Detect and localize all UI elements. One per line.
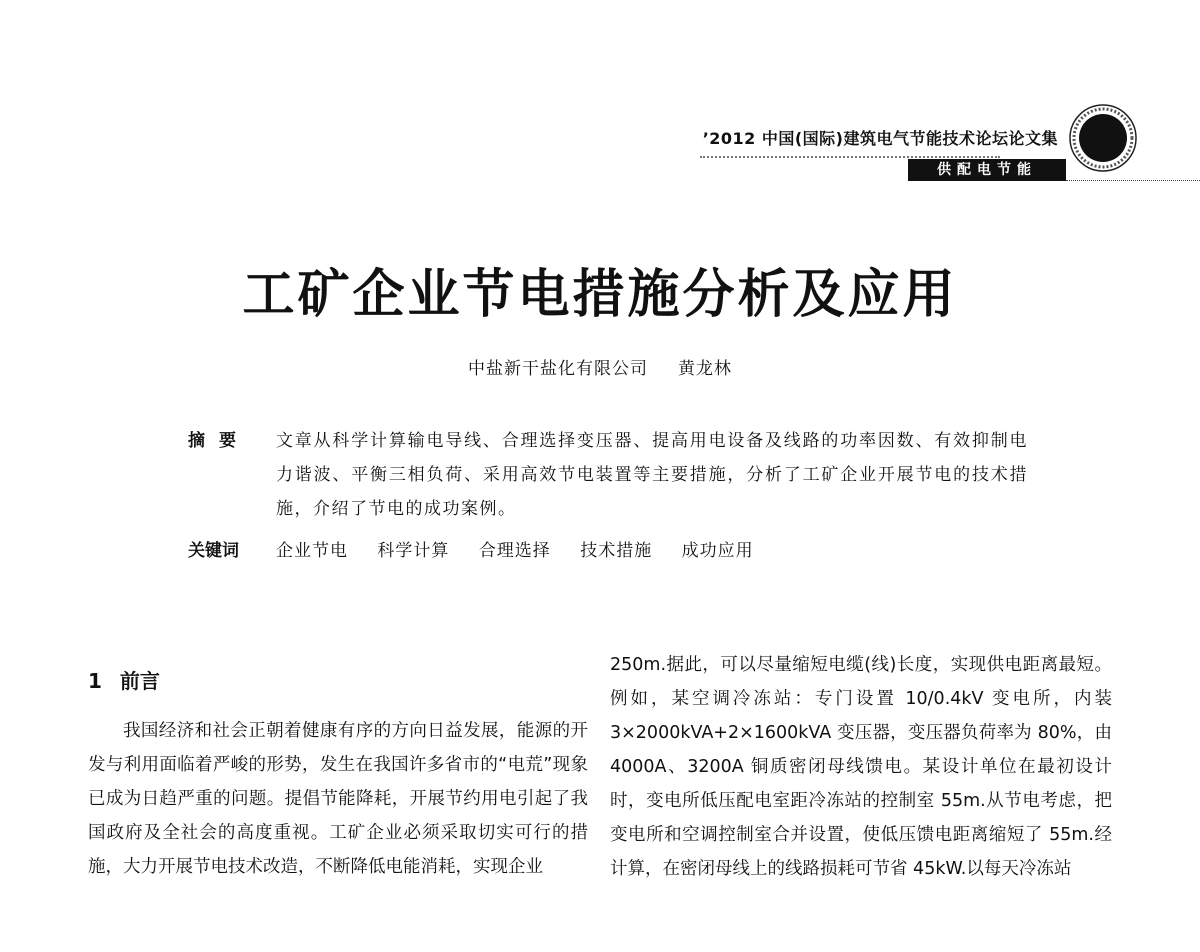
abstract-label: 摘要 <box>188 431 250 451</box>
header-rule <box>1066 180 1200 181</box>
right-column <box>610 648 1112 886</box>
keyword: 合理选择 <box>478 541 551 561</box>
keyword: 技术措施 <box>580 541 653 561</box>
left-column <box>88 664 588 884</box>
abstract-text: 文章从科学计算输电导线、合理选择变压器、提高用电设备及线路的功率因数、有效抑制电力谐波、平衡三相负荷、采用高效节电装置等主要措施，分析了工矿企业开展节电的技术措施，介绍了节电的成功案例。 <box>276 431 1028 519</box>
keyword: 科学计算 <box>377 541 450 561</box>
keyword: 成功应用 <box>681 541 754 561</box>
author-line <box>0 354 1200 379</box>
proceedings-title: ’2012 中国(国际)建筑电气节能技术论坛论文集 <box>702 129 1058 148</box>
keyword: 企业节电 <box>276 541 348 561</box>
header-dotted-line <box>700 156 1000 158</box>
affiliation: 中盐新干盐化有限公司 <box>468 359 648 379</box>
section-title: 前言 <box>119 669 160 693</box>
section-badge: 供配电节能 <box>908 159 1066 181</box>
keywords <box>188 534 1028 568</box>
running-header <box>0 118 1200 208</box>
conference-seal-icon <box>1068 103 1138 173</box>
paper-title: 工矿企业节电措施分析及应用 <box>242 265 958 325</box>
body-paragraph: 250m.据此，可以尽量缩短电缆(线)长度，实现供电距离最短。例如，某空调冷冻站：专门设置 10/0.4kV 变电所，内装 3×2000kVA+2×1600kVA 变压器，变压器负荷率为 80%，由 4000A、3200A 铜质密闭母线馈电。某设计单位在最初设计时，变电所低压配电室距冷冻站的控制室 55m.从节电考虑，把变电所和空调控制室合并设置，使低压馈电距离缩短了 55m.经计算，在密闭母线上的线路损耗可节省 45kW.以每天冷冻站 <box>610 655 1112 879</box>
section-number: 1 <box>88 669 102 693</box>
author-name: 黄龙林 <box>678 359 732 379</box>
section-heading <box>88 664 588 698</box>
keywords-label: 关键词 <box>188 541 239 561</box>
keyword-list <box>276 534 778 568</box>
body-paragraph: 我国经济和社会正朝着健康有序的方向日益发展，能源的开发与利用面临着严峻的形势，发生在我国许多省市的“电荒”现象已成为日趋严重的问题。提倡节能降耗，开展节约用电引起了我国政府及全社会的高度重视。工矿企业必须采取切实可行的措施，大力开展节电技术改造，不断降低电能消耗，实现企业 <box>88 721 588 877</box>
